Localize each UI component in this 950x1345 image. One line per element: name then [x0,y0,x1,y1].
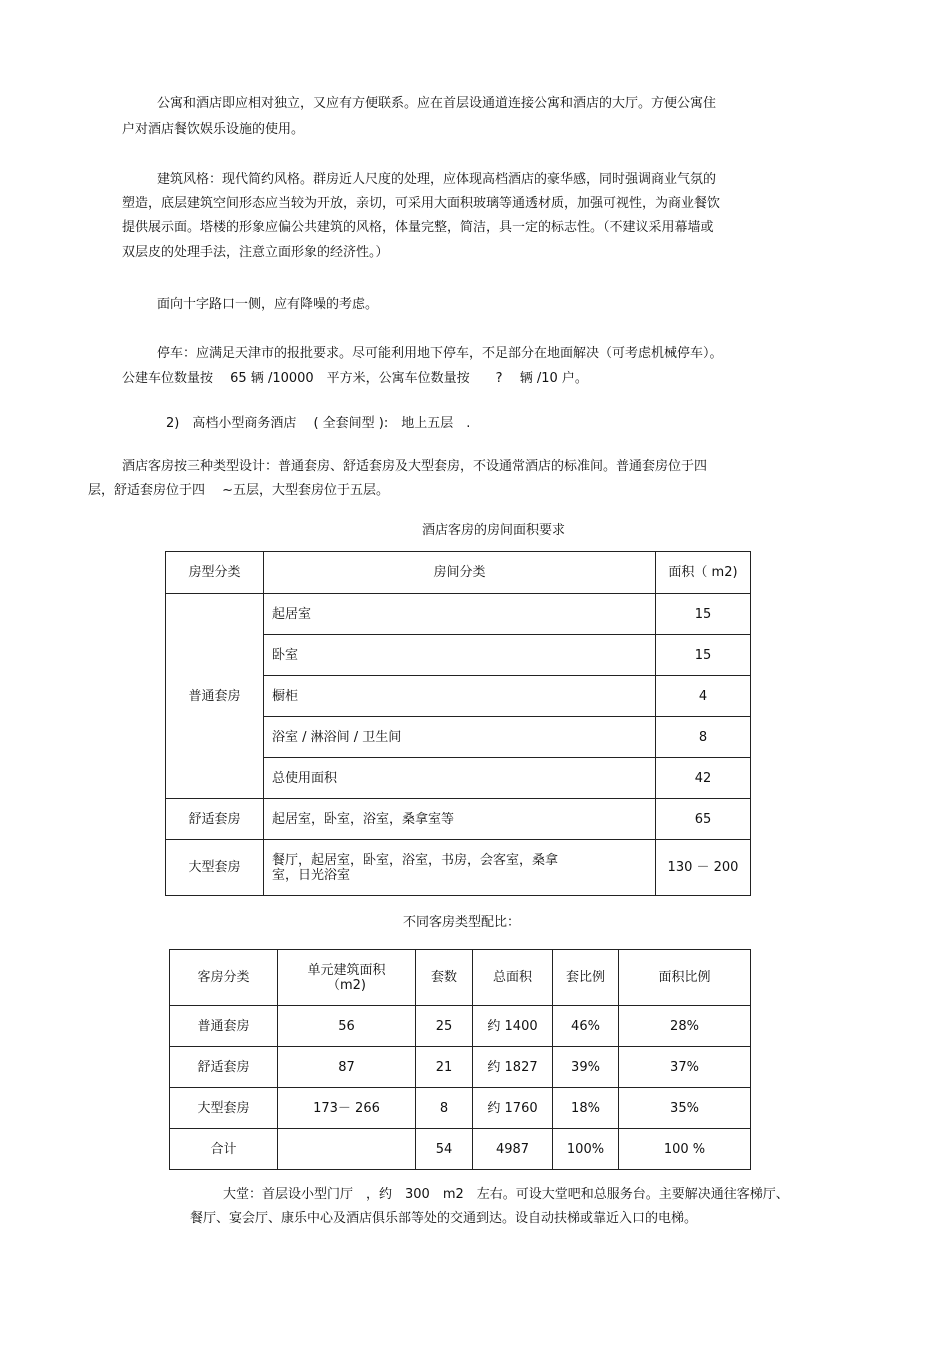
text-line: 公建车位数量按 65 辆 /10000 平方米，公寓车位数量按 ? 辆 /10 户。 [122,371,588,386]
room-name-cell: 起居室 [264,594,656,635]
room-name-cell: 浴室 / 淋浴间 / 卫生间 [264,717,656,758]
room-name-text: 餐厅，起居室，卧室，浴室，书房，会客室，桑拿室，日光浴室 [272,852,559,883]
text-line: 大堂：首层设小型门厅 ，约 300 m2 左右。可设大堂吧和总服务台。主要解决通往客梯厅、 [223,1187,789,1202]
header-cell: 总面积 [473,950,553,1006]
header-cell: 套比例 [553,950,619,1006]
text-line: 酒店客房按三种类型设计：普通套房、舒适套房及大型套房，不设通常酒店的标准间。普通套房位于四 [122,459,708,474]
table-cell: 37% [619,1047,751,1088]
table-row [170,1006,751,1047]
table-cell: 28% [619,1006,751,1047]
room-type-cell: 普通套房 [166,594,264,799]
room-ratio-table [169,949,751,1170]
table-cell: 35% [619,1088,751,1129]
table-cell: 合计 [170,1129,278,1170]
room-name-cell: 总使用面积 [264,758,656,799]
table-row [170,1088,751,1129]
table-cell: 173－ 266 [278,1088,416,1129]
header-cell: 套数 [416,950,473,1006]
text-line: 层，舒适套房位于四 ~五层，大型套房位于五层。 [88,483,390,498]
table-cell: 约 1400 [473,1006,553,1047]
table-header-row [166,552,751,594]
table-cell: 87 [278,1047,416,1088]
area-cell: 15 [656,594,751,635]
table-cell: 普通套房 [170,1006,278,1047]
table-cell: 约 1760 [473,1088,553,1129]
table-cell: 舒适套房 [170,1047,278,1088]
table-cell: 4987 [473,1129,553,1170]
area-cell: 8 [656,717,751,758]
table-cell: 大型套房 [170,1088,278,1129]
table-cell: 56 [278,1006,416,1047]
area-cell: 65 [656,799,751,840]
room-type-cell: 大型套房 [166,840,264,896]
room-type-cell: 舒适套房 [166,799,264,840]
header-text: 单元建筑面积（m2) [307,962,386,993]
table-cell: 39% [553,1047,619,1088]
table-cell: 54 [416,1129,473,1170]
area-cell: 4 [656,676,751,717]
table-header-row [170,950,751,1006]
area-cell: 130 － 200 [656,840,751,896]
header-cell: 房型分类 [166,552,264,594]
table-row [170,1129,751,1170]
table-row [166,840,751,896]
area-cell: 15 [656,635,751,676]
text-line: 停车：应满足天津市的报批要求。尽可能利用地下停车，不足部分在地面解决（可考虑机械停车）。 [157,346,723,361]
text-line: 公寓和酒店即应相对独立，又应有方便联系。应在首层设通道连接公寓和酒店的大厅。方便公寓住 [157,96,717,111]
table-cell: 18% [553,1088,619,1129]
table-cell: 100% [553,1129,619,1170]
table-cell: 100 % [619,1129,751,1170]
text-line: 面向十字路口一侧，应有降噪的考虑。 [157,297,379,312]
table2-caption: 不同客房类型配比： [403,915,521,930]
text-line: 双层皮的处理手法，注意立面形象的经济性。） [122,245,389,260]
header-cell: 客房分类 [170,950,278,1006]
table-row [166,799,751,840]
room-name-cell: 起居室，卧室，浴室，桑拿室等 [264,799,656,840]
header-cell: 面积（ m2) [656,552,751,594]
table-cell: 46% [553,1006,619,1047]
header-cell: 房间分类 [264,552,656,594]
table-cell: 21 [416,1047,473,1088]
table-cell: 8 [416,1088,473,1129]
table-cell [278,1129,416,1170]
text-line: 建筑风格：现代简约风格。群房近人尺度的处理，应体现高档酒店的豪华感，同时强调商业气氛的 [157,172,717,187]
table-cell: 25 [416,1006,473,1047]
section-heading: 2) 高档小型商务酒店 ( 全套间型 ): 地上五层 . [166,416,471,431]
text-line: 餐厅、宴会厅、康乐中心及酒店俱乐部等处的交通到达。设自动扶梯或靠近入口的电梯。 [190,1211,698,1226]
room-name-cell: 橱柜 [264,676,656,717]
room-name-cell [264,840,656,896]
table1-caption: 酒店客房的房间面积要求 [422,523,566,538]
text-line: 提供展示面。塔楼的形象应偏公共建筑的风格，体量完整，简洁，具一定的标志性。（不建议采用幕墙或 [122,220,714,235]
table-row [166,594,751,635]
room-name-cell: 卧室 [264,635,656,676]
table-row [170,1047,751,1088]
room-area-table [165,551,751,896]
area-cell: 42 [656,758,751,799]
table-cell: 约 1827 [473,1047,553,1088]
text-line: 户对酒店餐饮娱乐设施的使用。 [122,122,305,137]
header-cell [278,950,416,1006]
header-cell: 面积比例 [619,950,751,1006]
text-line: 塑造，底层建筑空间形态应当较为开放，亲切，可采用大面积玻璃等通透材质，加强可视性，为商业餐饮 [122,196,721,211]
